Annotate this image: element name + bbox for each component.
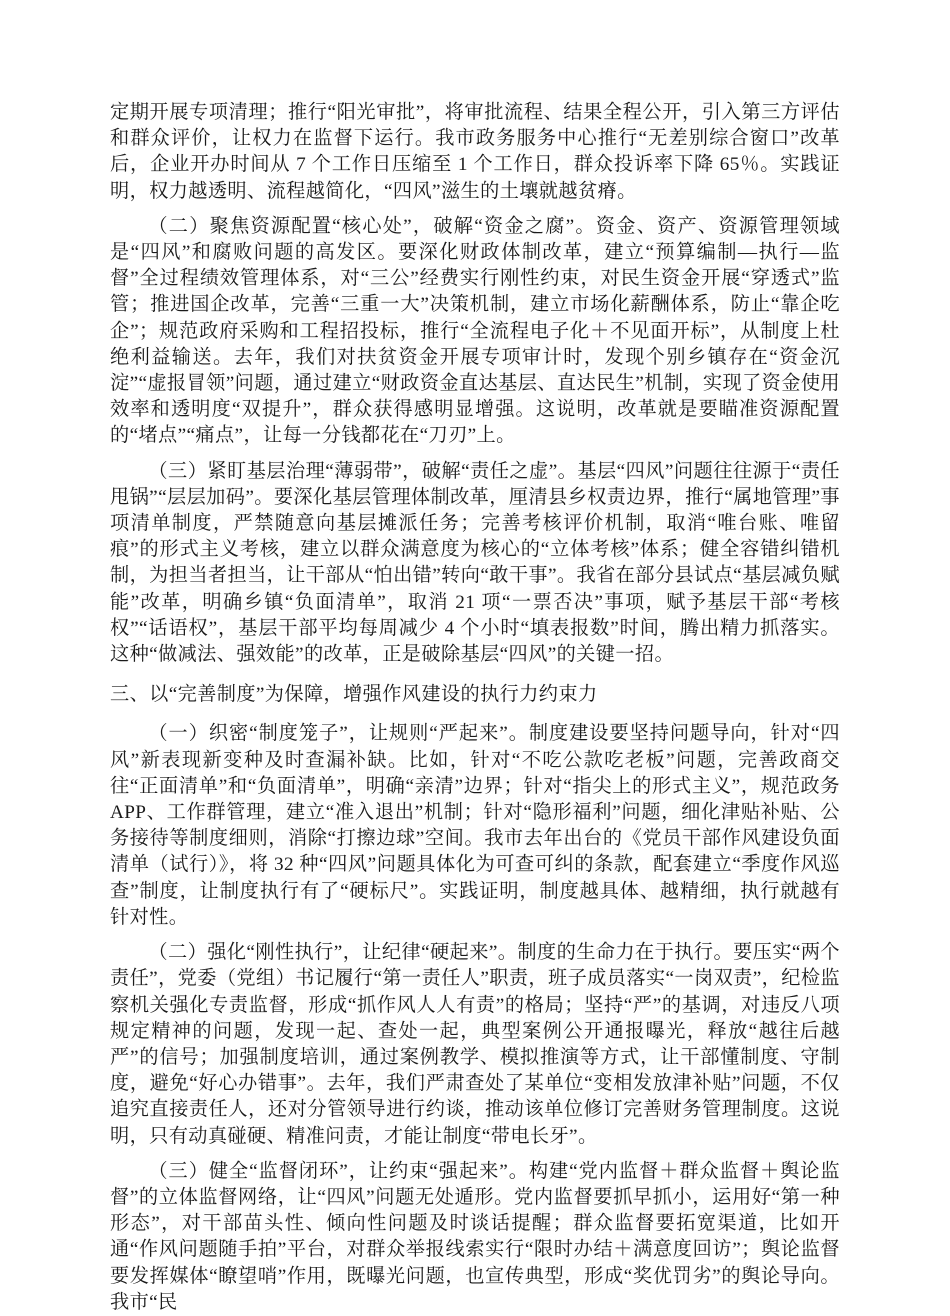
paragraph-section-three-item-two: （二）强化“刚性执行”，让纪律“硬起来”。制度的生命力在于执行。要压实“两个责任”，党委（党组）书记履行“第一责任人”职责，班子成员落实“一岗双责”，纪检监察机关强化专责监督，形成“抓作风人人有责”的格局；坚持“严”的基调，对违反八项规定精神的问题，发现一起、查处一起，典型案例公开通报曝光，释放“越往后越严”的信号；加强制度培训，通过案例教学、模拟推演等方式，让干部懂制度、守制度，避免“好心办错事”。去年，我们严肃查处了某单位“变相发放津补贴”问题，不仅追究直接责任人，还对分管领导进行约谈，推动该单位修订完善财务管理制度。这说明，只有动真碰硬、精准问责，才能让制度“带电长牙”。 [110, 942, 840, 1147]
heading-section-three: 三、以“完善制度”为保障，增强作风建设的执行力约束力 [110, 684, 598, 706]
paragraph-section-three-item-three: （三）健全“监督闭环”，让约束“强起来”。构建“党内监督＋群众监督＋舆论监督”的立体监督网络，让“四风”问题无处遁形。党内监督要抓早抓小，运用好“第一种形态”，对干部苗头性、倾向性问题及时谈话提醒；群众监督要拓宽渠道，比如开通“作风问题随手拍”平台，对群众举报线索实行“限时办结＋满意度回访”；舆论监督要发挥媒体“瞭望哨”作用，既曝光问题，也宣传典型，形成“奖优罚劣”的舆论导向。我市“民 [110, 1160, 840, 1313]
document-body [110, 100, 840, 1316]
paragraph-continuation: 定期开展专项清理；推行“阳光审批”，将审批流程、结果全程公开，引入第三方评估和群众评价，让权力在监督下运行。我市政务服务中心推行“无差别综合窗口”改革后，企业开办时间从 7 个工作日压缩至 1 个工作日，群众投诉率下降 65％。实践证明，权力越透明、流程越简化，“四风”滋生的土壤就越贫瘠。 [110, 102, 840, 202]
paragraph-section-two-item-three: （三）紧盯基层治理“薄弱带”，破解“责任之虚”。基层“四风”问题往往源于“责任甩锅”“层层加码”。要深化基层管理体制改革，厘清县乡权责边界，推行“属地管理”事项清单制度，严禁随意向基层摊派任务；完善考核评价机制，取消“唯台账、唯留痕”的形式主义考核，建立以群众满意度为核心的“立体考核”体系；健全容错纠错机制，为担当者担当，让干部从“怕出错”转向“敢干事”。我省在部分县试点“基层减负赋能”改革，明确乡镇“负面清单”，取消 21 项“一票否决”事项，赋予基层干部“考核权”“话语权”，基层干部平均每周减少 4 个小时“填表报数”时间，腾出精力抓落实。这种“做减法、强效能”的改革，正是破除基层“四风”的关键一招。 [110, 460, 840, 666]
paragraph-section-two-item-two: （二）聚焦资源配置“核心处”，破解“资金之腐”。资金、资产、资源管理领域是“四风”和腐败问题的高发区。要深化财政体制改革，建立“预算编制—执行—监督”全过程绩效管理体系，对“三公”经费实行刚性约束，对民生资金开展“穿透式”监管；推进国企改革，完善“三重一大”决策机制，建立市场化薪酬体系，防止“靠企吃企”；规范政府采购和工程招投标，推行“全流程电子化＋不见面开标”，从制度上杜绝利益输送。去年，我们对扶贫资金开展专项审计时，发现个别乡镇存在“资金沉淀”“虚报冒领”问题，通过建立“财政资金直达基层、直达民生”机制，实现了资金使用效率和透明度“双提升”，群众获得感明显增强。这说明，改革就是要瞄准资源配置的“堵点”“痛点”，让每一分钱都花在“刀刃”上。 [110, 215, 840, 447]
paragraph-section-three-item-one: （一）织密“制度笼子”，让规则“严起来”。制度建设要坚持问题导向，针对“四风”新表现新变种及时查漏补缺。比如，针对“不吃公款吃老板”问题，完善政商交往“正面清单”和“负面清单”，明确“亲清”边界；针对“指尖上的形式主义”，规范政务 APP、工作群管理，建立“准入退出”机制；针对“隐形福利”问题，细化津贴补贴、公务接待等制度细则，消除“打擦边球”空间。我市去年出台的《党员干部作风建设负面清单（试行）》，将 32 种“四风”问题具体化为可查可纠的条款，配套建立“季度作风巡查”制度，让制度执行有了“硬标尺”。实践证明，制度越具体、越精细，执行就越有针对性。 [110, 723, 840, 928]
